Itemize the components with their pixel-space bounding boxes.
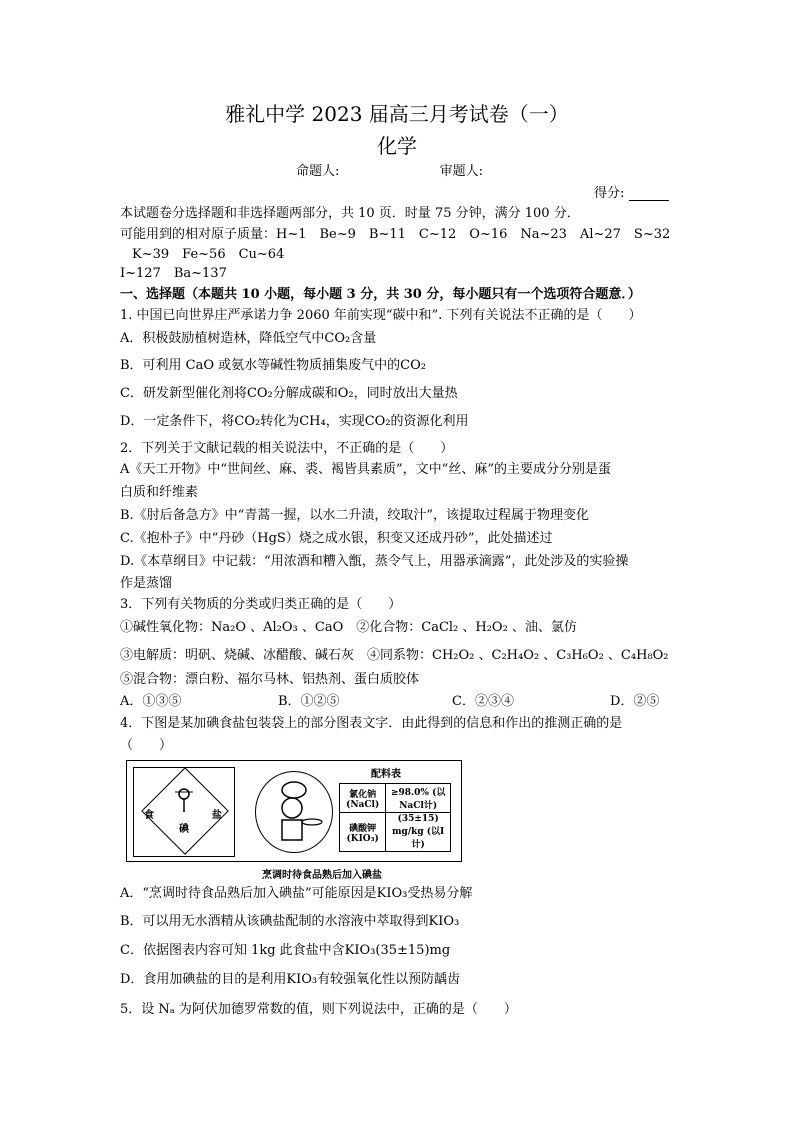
salt-logo-box [133,767,235,857]
salt-package-figure [126,760,462,862]
q1-stem: 1. 中国已向世界庄严承诺力争 2060 年前实现“碳中和”. 下列有关说法不正确的是（ ） [120,308,642,323]
figure-caption: 烹调时待食品熟后加入碘盐 [262,870,382,881]
figure-person-icon [172,786,196,816]
q3-item-line-2: ③电解质：明矾、烧碱、冰醋酸、碱石灰 ④同系物：CH₂O₂ 、C₂H₄O₂ 、C₃H₆O₂ 、C₄H₈O₂ [120,648,669,663]
q2-stem: 2．下列关于文献记载的相关说法中，不正确的是（ ） [120,441,454,456]
score-blank [629,187,669,201]
table-row [340,813,451,852]
q4-option-b: B．可以用无水酒精从该碘盐配制的水溶液中萃取得到KIO₃ [120,914,460,929]
score-field [594,182,669,201]
q4-option-a: A．“烹调时待食品熟后加入碘盐”可能原因是KIO₃受热易分解 [120,886,473,901]
q2-option-d-1: D.《本草纲目》中记载：“用浓酒和糟入甑，蒸令气上，用器承滴露”，此处涉及的实验操 [120,554,629,569]
score-label: 得分: [594,186,625,201]
q5-stem: 5．设 Nₐ 为阿伏加德罗常数的值，则下列说法中，正确的是（ ） [120,1002,517,1017]
q3-option-d: D．②⑤ [610,694,660,709]
q3-item-line-3: ⑤混合物：漂白粉、福尔马林、铝热剂、蛋白质胶体 [120,672,420,687]
q1-option-c: C．研发新型催化剂将CO₂分解成碳和O₂，同时放出大量热 [120,386,458,401]
q4-option-d: D．食用加碘盐的目的是利用KIO₃有较强氧化性以预防龋齿 [120,972,461,987]
intro-line-4: I~127 Ba~137 [120,266,227,281]
q2-option-c: C.《抱朴子》中“丹砂（HgS）烧之成水银，积变又还成丹砂”，此处描述过 [120,531,553,546]
q4-stem-1: 4．下图是某加碘食盐包装袋上的部分图表文字．由此得到的信息和作出的推测正确的是 [120,716,623,731]
logo-char-right: 盐 [212,810,222,821]
q3-option-b: B．①②⑤ [278,694,340,709]
q2-option-a-2: 白质和纤维素 [120,485,199,500]
table-cell: 氯化钠 (NaCl) [340,784,386,813]
logo-char-left: 食 [144,810,154,821]
q2-option-b: B.《肘后备急方》中“青蒿一握，以水二升渍，绞取汁”，该提取过程属于物理变化 [120,508,589,523]
setter-label: 命题人: [296,164,340,179]
table-cell: ≥98.0% (以NaCl计) [386,784,451,813]
chef-illustration [255,771,333,853]
ingredient-table-title: 配料表 [371,769,401,780]
exam-title: 雅礼中学 2023 届高三月考试卷（一） [225,102,569,126]
section-heading: 一、选择题（本题共 10 小题，每小题 3 分，共 30 分，每小题只有一个选项符合题意．） [120,287,641,302]
q3-option-a: A．①③⑤ [120,694,182,709]
table-row [340,784,451,813]
q2-option-d-2: 作是蒸馏 [120,576,173,591]
ingredient-table [339,783,451,852]
logo-char-mid: 碘 [179,824,189,835]
intro-line-2: 可能用到的相对原子质量：H~1 Be~9 B~11 C~12 O~16 Na~23 Al~27 S~32 [120,227,671,242]
q2-option-a-1: A《天工开物》中“世间丝、麻、裘、褐皆具素质”，文中“丝、麻”的主要成分分别是蛋 [120,462,611,477]
q1-option-b: B．可利用 CaO 或氨水等碱性物质捕集废气中的CO₂ [120,358,426,373]
q3-stem: 3．下列有关物质的分类或归类正确的是（ ） [120,597,402,612]
setter-row [296,160,483,179]
q1-option-a: A．积极鼓励植树造林，降低空气中CO₂含量 [120,331,377,346]
q3-option-c: C．②③④ [452,694,514,709]
reviewer-label: 审题人: [439,164,484,179]
q3-item-line-1: ①碱性氧化物：Na₂O 、Al₂O₃ 、CaO ②化合物：CaCl₂ 、H₂O₂ 、油、氯仿 [120,620,577,635]
q4-option-c: C．依据图表内容可知 1kg 此食盐中含KIO₃(35±15)mg [120,943,451,958]
table-cell: (35±15) mg/kg (以I计) [386,813,451,852]
intro-line-3: K~39 Fe~56 Cu~64 [132,247,285,262]
q1-option-d: D．一定条件下，将CO₂转化为CH₄，实现CO₂的资源化利用 [120,414,469,429]
intro-line-1: 本试题卷分选择题和非选择题两部分，共 10 页．时量 75 分钟，满分 100 分． [120,206,580,221]
chef-icon [256,772,332,852]
table-cell: 碘酸钾 (KIO₃) [340,813,386,852]
exam-subject: 化学 [377,134,417,158]
q4-stem-2: （ ） [120,738,173,753]
